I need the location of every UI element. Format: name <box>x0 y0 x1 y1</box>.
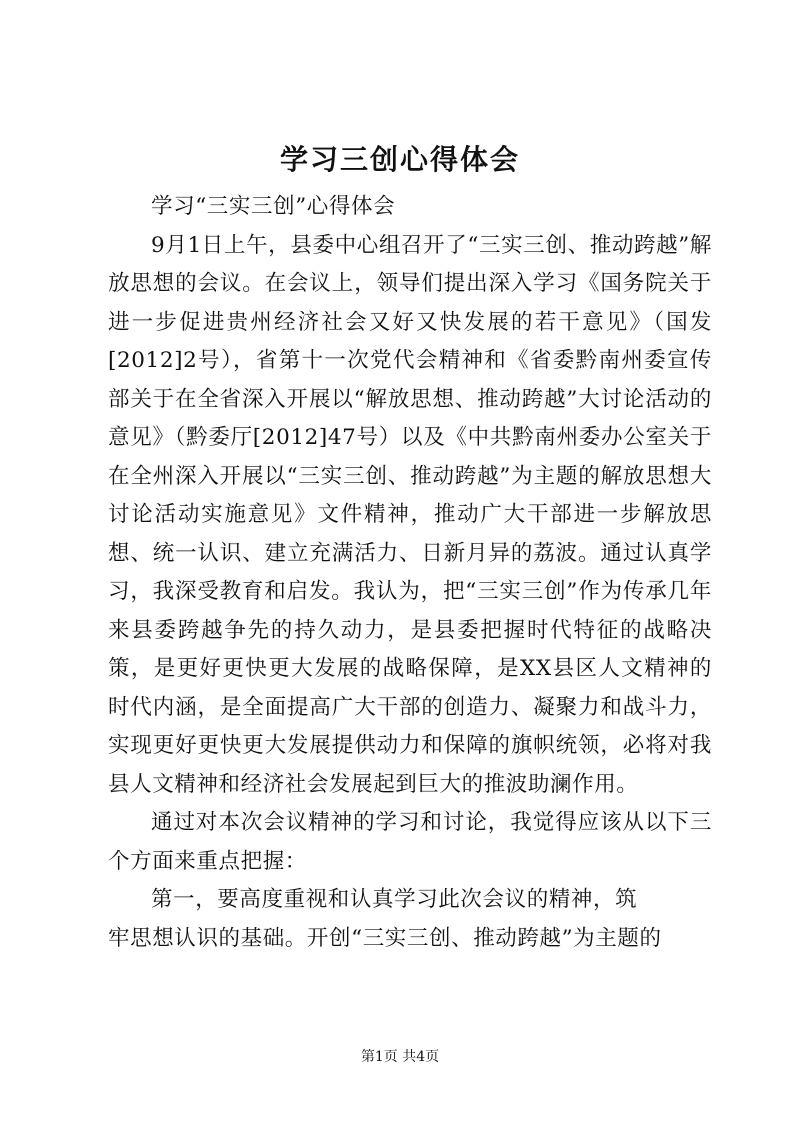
body-paragraph: 通过对本次会议精神的学习和讨论，我觉得应该从以下三个方面来重点把握： <box>108 810 712 874</box>
document-body <box>108 188 712 958</box>
body-paragraph: 9月1日上午，县委中心组召开了“三实三创、推动跨越”解放思想的会议。在会议上，领导们提出深入学习《国务院关于进一步促进贵州经济社会又好又快发展的若干意见》（国发[2012]2号），省第十一次党代会精神和《省委黔南州委宣传部关于在全省深入开展以“解放思想、推动跨越”大讨论活动的意见》（黔委厅[2012]47号）以及《中共黔南州委办公室关于在全州深入开展以“三实三创、推动跨越”为主题的解放思想大讨论活动实施意见》文件精神，推动广大干部进一步解放思想、统一认识、建立充满活力、日新月异的荔波。通过认真学习，我深受教育和启发。我认为，把“三实三创”作为传承几年来县委跨越争先的持久动力，是县委把握时代特征的战略决策，是更好更快更大发展的战略保障，是XX县区人文精神的时代内涵，是全面提高广大干部的创造力、凝聚力和战斗力，实现更好更快更大发展提供动力和保障的旗帜统领，必将对我县人文精神和经济社会发展起到巨大的推波助澜作用。 <box>108 232 712 797</box>
subtitle-paragraph: 学习“三实三创”心得体会 <box>151 194 396 219</box>
page-footer: 第1页 共4页 <box>360 1049 440 1065</box>
body-paragraph: 第一，要高度重视和认真学习此次会议的精神，筑 <box>151 887 638 912</box>
document-title: 学习三创心得体会 <box>279 143 520 176</box>
body-paragraph: 牢思想认识的基础。开创“三实三创、推动跨越”为主题的 <box>108 925 662 951</box>
